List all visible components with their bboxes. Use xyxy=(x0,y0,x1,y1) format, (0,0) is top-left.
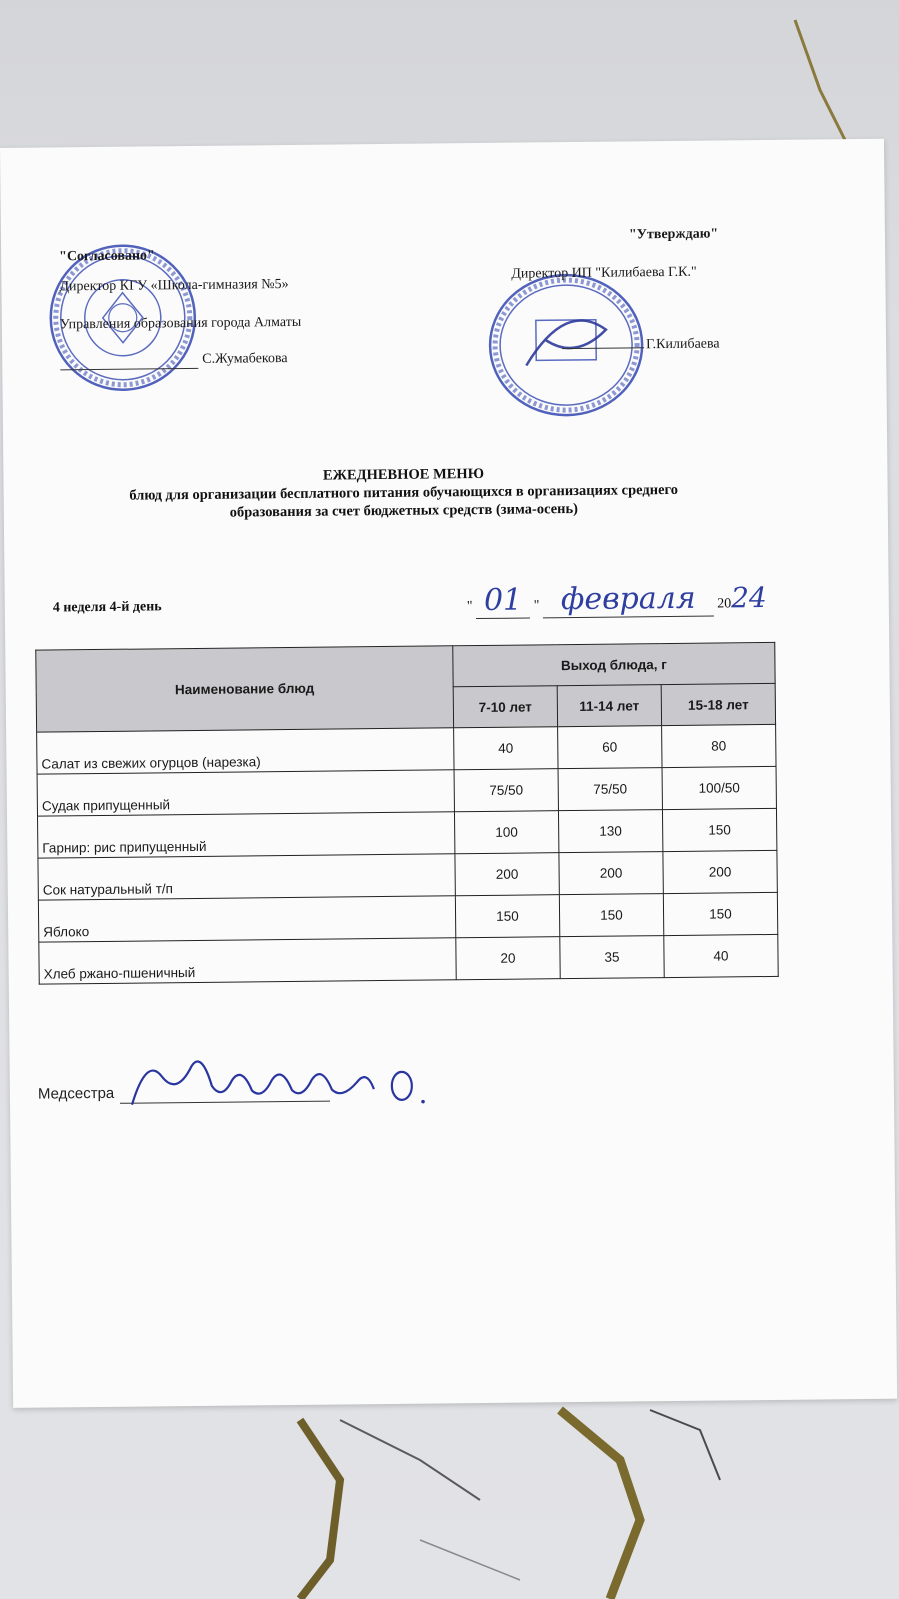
yield-11-14: 150 xyxy=(559,894,663,937)
age-group-7-10: 7-10 лет xyxy=(453,686,557,728)
date-field: " 01 " февраля 2024 xyxy=(466,580,767,618)
date-day: 01 xyxy=(476,582,531,619)
left-director-line: Директор КГУ «Школа-гимназия №5» xyxy=(59,276,289,295)
left-signer-name: С.Жумабекова xyxy=(202,351,288,367)
yield-7-10: 40 xyxy=(454,727,558,770)
age-group-11-14: 11-14 лет xyxy=(557,685,661,727)
yield-15-18: 80 xyxy=(661,724,776,767)
right-signer-name: Г.Килибаева xyxy=(646,336,720,353)
yield-15-18: 150 xyxy=(662,808,777,851)
yield-7-10: 100 xyxy=(454,811,558,854)
dish-name: Сок натуральный т/п xyxy=(38,854,455,900)
yield-7-10: 150 xyxy=(455,895,559,938)
left-department-line: Управления образования города Алматы xyxy=(59,314,302,333)
document-page xyxy=(0,139,897,1408)
menu-table xyxy=(35,642,778,985)
yield-11-14: 60 xyxy=(558,726,662,769)
dish-name: Судак припущенный xyxy=(37,770,454,816)
title-line-3: образования за счет бюджетных средств (зима-осень) xyxy=(229,500,579,521)
nurse-handwritten-signature xyxy=(121,1044,432,1117)
yield-header: Выход блюда, г xyxy=(453,642,775,686)
yield-15-18: 150 xyxy=(663,892,778,935)
yield-15-18: 40 xyxy=(664,934,779,977)
date-year-handwritten: 24 xyxy=(730,580,767,615)
yield-11-14: 200 xyxy=(559,852,663,895)
date-year-prefix: 20 xyxy=(717,596,732,612)
dish-name: Салат из свежих огурцов (нарезка) xyxy=(37,728,454,774)
yield-11-14: 75/50 xyxy=(558,768,662,811)
yield-7-10: 20 xyxy=(456,937,560,980)
approve-heading: "Утверждаю" xyxy=(628,226,719,243)
title-line-2: блюд для организации бесплатного питания обучающихся в организациях среднего xyxy=(129,481,679,504)
document-title xyxy=(43,462,764,524)
yield-7-10: 200 xyxy=(455,853,559,896)
title-line-1: ЕЖЕДНЕВНОЕ МЕНЮ xyxy=(322,465,485,484)
dish-name: Гарнир: рис припущенный xyxy=(37,812,454,858)
dish-name-header: Наименование блюд xyxy=(36,646,454,732)
table-row xyxy=(39,934,778,984)
date-month: февраля xyxy=(543,581,714,619)
yield-7-10: 75/50 xyxy=(454,769,558,812)
yield-15-18: 100/50 xyxy=(662,766,777,809)
nurse-label: Медсестра xyxy=(37,1084,115,1103)
right-round-stamp xyxy=(485,269,647,421)
week-day-label: 4 неделя 4-й день xyxy=(52,599,162,616)
yield-15-18: 200 xyxy=(663,850,778,893)
right-director-line: Директор ИП "Килибаева Г.К." xyxy=(511,264,697,282)
yield-11-14: 35 xyxy=(560,936,664,979)
agreed-heading: "Согласовано" xyxy=(59,248,155,265)
dish-name: Яблоко xyxy=(38,896,455,942)
yield-11-14: 130 xyxy=(558,810,662,853)
dish-name: Хлеб ржано-пшеничный xyxy=(39,938,456,984)
age-group-15-18: 15-18 лет xyxy=(661,683,776,725)
